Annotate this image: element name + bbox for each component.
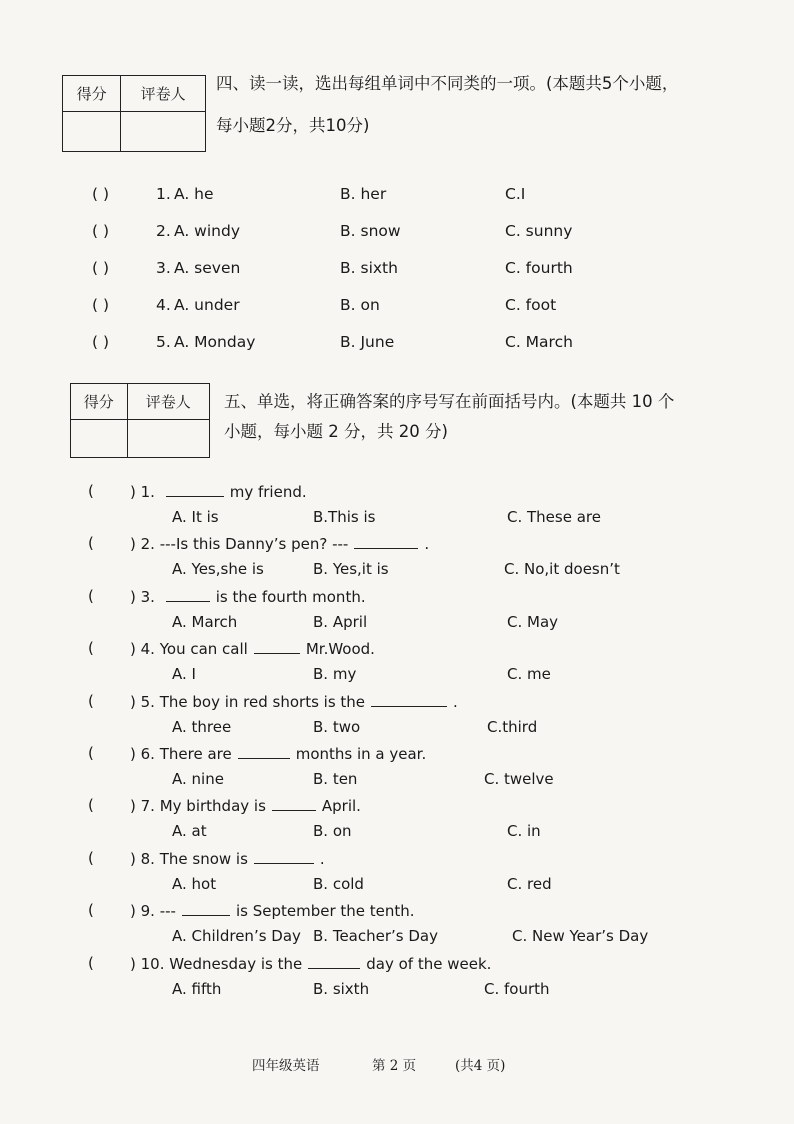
- answer-paren-open[interactable]: (: [88, 796, 94, 815]
- fill-blank[interactable]: [254, 849, 314, 864]
- fill-blank[interactable]: [371, 692, 447, 707]
- option-b: B. sixth: [340, 259, 398, 277]
- question-stem: [130, 849, 325, 868]
- option-b: B. my: [313, 665, 357, 684]
- grader-header: 评卷人: [127, 384, 209, 420]
- question-stem: [130, 901, 415, 920]
- question-number: ) 1.: [130, 483, 155, 501]
- option-c: C. fourth: [505, 259, 573, 277]
- stem-text-before: The snow is: [159, 849, 248, 868]
- question-stem: [130, 744, 426, 763]
- option-a: A. nine: [172, 770, 224, 788]
- fill-blank[interactable]: [272, 796, 316, 811]
- question-number: ) 5.: [130, 692, 155, 711]
- option-c: C. New Year’s Day: [512, 927, 649, 946]
- option-a: A. three: [172, 717, 232, 736]
- footer-page: 第 2 页: [372, 1058, 417, 1074]
- answer-paren[interactable]: ( ): [92, 259, 110, 277]
- option-c: C. These are: [507, 508, 601, 526]
- grader-cell[interactable]: [127, 420, 209, 458]
- grader-header: 评卷人: [121, 76, 206, 112]
- stem-text-after: April.: [321, 797, 361, 816]
- answer-paren[interactable]: ( ): [92, 222, 110, 240]
- answer-paren[interactable]: ( ): [92, 333, 110, 351]
- question-stem: [130, 692, 458, 711]
- stem-text-after: is the fourth month.: [215, 587, 366, 606]
- stem-text-before: Wednesday is the: [169, 954, 303, 973]
- answer-paren-open[interactable]: (: [88, 534, 94, 553]
- footer-total: (共4 页): [455, 1058, 506, 1074]
- option-a: A. under: [174, 296, 240, 314]
- option-a: A. hot: [172, 874, 217, 893]
- answer-paren-open[interactable]: (: [88, 848, 94, 867]
- stem-text-after: months in a year.: [295, 745, 427, 763]
- option-b: B. sixth: [313, 979, 370, 998]
- stem-text-before: ---Is this Danny’s pen? ---: [159, 535, 349, 554]
- question-number: 5.: [156, 333, 171, 351]
- stem-text-before: The boy in red shorts is the: [159, 692, 366, 711]
- footer-subject: 四年级英语: [252, 1058, 320, 1074]
- option-c: C. fourth: [484, 979, 550, 998]
- answer-paren-open[interactable]: (: [88, 953, 94, 972]
- option-b: B. on: [340, 296, 380, 314]
- fill-blank[interactable]: [254, 639, 300, 654]
- option-c: C. me: [507, 665, 551, 684]
- option-a: A. Children’s Day: [172, 927, 301, 946]
- stem-text-after: .: [319, 849, 325, 868]
- stem-text-before: You can call: [159, 640, 248, 659]
- option-b: B.This is: [313, 508, 376, 526]
- question-number: ) 3.: [130, 587, 155, 606]
- stem-text-after: .: [453, 692, 458, 711]
- question-number: 4.: [156, 296, 171, 314]
- question-stem: [130, 587, 366, 606]
- question-number: ) 7.: [130, 797, 155, 816]
- answer-paren-open[interactable]: (: [88, 639, 94, 658]
- stem-text-after: is September the tenth.: [235, 902, 415, 921]
- question-stem: [130, 796, 361, 815]
- option-b: B. Yes,it is: [313, 560, 389, 579]
- stem-text-before: ---: [159, 902, 176, 921]
- section5-title: 五、单选，将正确答案的序号写在前面括号内。(本题共 10 个 小题，每小题 2 分，共 20 分): [224, 392, 675, 441]
- answer-paren-open[interactable]: (: [88, 482, 94, 500]
- question-number: ) 9.: [130, 902, 155, 921]
- question-number: ) 4.: [130, 640, 155, 659]
- option-c: C. in: [507, 822, 541, 841]
- fill-blank[interactable]: [166, 482, 224, 497]
- fill-blank[interactable]: [238, 744, 290, 759]
- option-a: A. seven: [174, 259, 241, 277]
- score-cell[interactable]: [71, 420, 128, 458]
- answer-paren-open[interactable]: (: [88, 901, 94, 920]
- option-a: A. fifth: [172, 979, 222, 998]
- option-a: A. Monday: [174, 333, 256, 351]
- option-a: A. at: [172, 822, 207, 841]
- option-c: C.I: [505, 185, 526, 203]
- option-a: A. Yes,she is: [172, 560, 264, 579]
- option-c: C. red: [507, 874, 552, 893]
- question-stem: [130, 954, 491, 973]
- question-stem: [130, 482, 307, 501]
- answer-paren-open[interactable]: (: [88, 744, 94, 762]
- fill-blank[interactable]: [308, 954, 360, 969]
- question-number: ) 8.: [130, 849, 155, 868]
- stem-text-before: There are: [159, 745, 232, 763]
- question-stem: [130, 639, 375, 658]
- fill-blank[interactable]: [166, 587, 210, 602]
- option-c: C. twelve: [484, 770, 554, 788]
- stem-text-after: day of the week.: [366, 954, 492, 973]
- option-c: C. March: [505, 333, 573, 351]
- option-c: C. sunny: [505, 222, 573, 240]
- option-a: A. I: [172, 665, 196, 684]
- option-a: A. windy: [174, 222, 241, 240]
- option-b: B. June: [340, 333, 395, 351]
- score-cell[interactable]: [63, 112, 121, 152]
- score-header: 得分: [71, 384, 128, 420]
- question-number: ) 2.: [130, 535, 155, 554]
- score-box-section5: [70, 383, 210, 458]
- stem-text-before: My birthday is: [159, 797, 266, 816]
- option-c: C. foot: [505, 296, 557, 314]
- question-stem: [130, 534, 429, 553]
- stem-text-after: Mr.Wood.: [305, 640, 375, 659]
- option-b: B. cold: [313, 874, 364, 893]
- question-number: 1.: [156, 185, 171, 203]
- question-number: 3.: [156, 259, 171, 277]
- question-number: ) 6.: [130, 745, 155, 763]
- option-b: B. ten: [313, 770, 358, 788]
- option-a: A. March: [172, 612, 238, 631]
- option-c: C. No,it doesn’t: [504, 560, 620, 579]
- option-b: B. April: [313, 612, 368, 631]
- stem-text-after: .: [424, 535, 430, 554]
- fill-blank[interactable]: [354, 534, 418, 549]
- option-b: B. Teacher’s Day: [313, 927, 438, 946]
- answer-paren[interactable]: ( ): [92, 185, 110, 203]
- stem-text-after: my friend.: [229, 483, 307, 501]
- question-number: 2.: [156, 222, 171, 240]
- option-b: B. her: [340, 185, 387, 203]
- question-number: ) 10.: [130, 954, 165, 973]
- option-a: A. It is: [172, 508, 219, 526]
- option-b: B. on: [313, 822, 352, 841]
- score-header: 得分: [63, 76, 121, 112]
- option-b: B. two: [313, 717, 361, 736]
- option-a: A. he: [174, 185, 214, 203]
- answer-paren[interactable]: ( ): [92, 296, 110, 314]
- score-box-section4: [62, 75, 206, 152]
- section4-title: 四、读一读，选出每组单词中不同类的一项。(本题共5个小题， 每小题2分，共10分): [216, 74, 679, 135]
- answer-paren-open[interactable]: (: [88, 691, 94, 710]
- option-c: C. May: [507, 612, 559, 631]
- option-b: B. snow: [340, 222, 401, 240]
- grader-cell[interactable]: [121, 112, 206, 152]
- option-c: C.third: [487, 717, 538, 736]
- fill-blank[interactable]: [182, 901, 230, 916]
- answer-paren-open[interactable]: (: [88, 586, 94, 605]
